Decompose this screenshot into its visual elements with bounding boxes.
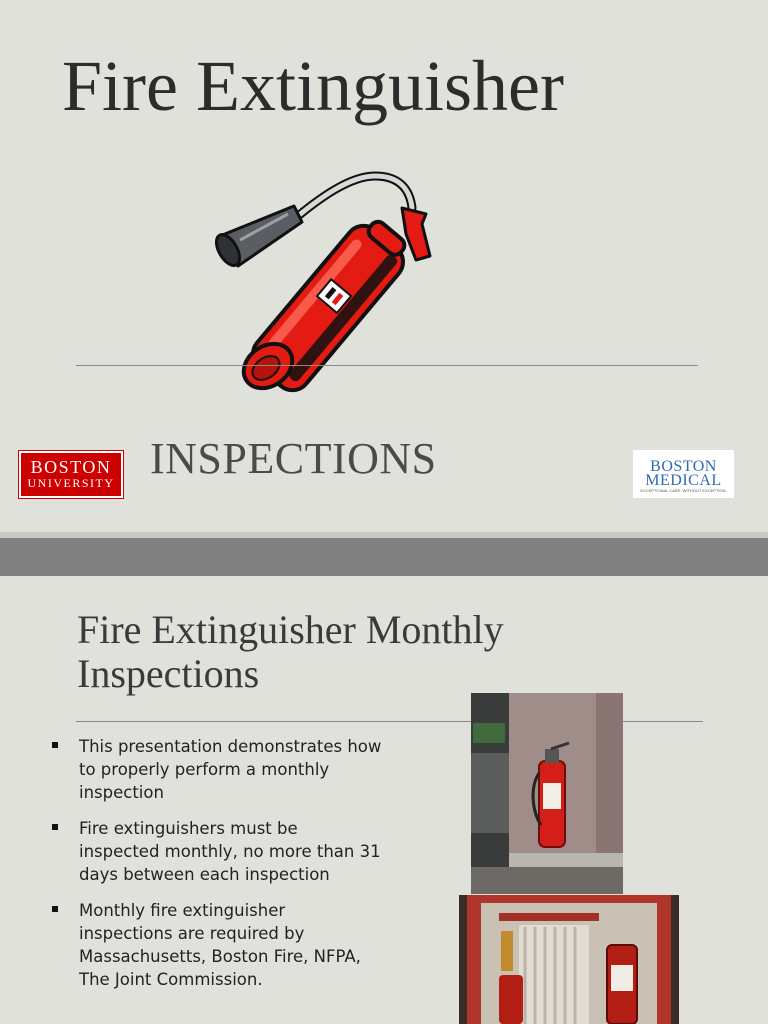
wall-mounted-extinguisher-photo bbox=[471, 693, 623, 894]
list-item: Fire extinguishers must be inspected monthly, no more than 31 days between each inspection bbox=[52, 817, 382, 886]
bullet-icon bbox=[52, 824, 58, 830]
hose-cabinet-extinguisher-photo bbox=[459, 895, 679, 1024]
bullet-list bbox=[52, 735, 382, 1004]
list-item: Monthly fire extinguisher inspections are required by Massachusetts, Boston Fire, NFPA, The Joint Commission. bbox=[52, 899, 382, 991]
bullet-icon bbox=[52, 742, 58, 748]
boston-university-logo: BOSTON UNIVERSITY bbox=[19, 451, 123, 498]
slide-separator bbox=[0, 532, 768, 576]
slide-separator-edge bbox=[0, 532, 768, 538]
fire-extinguisher-clipart bbox=[210, 168, 435, 398]
title-divider bbox=[76, 365, 698, 366]
slide-title: Fire Extinguisher bbox=[62, 46, 564, 126]
slide-subtitle: INSPECTIONS bbox=[150, 434, 437, 483]
boston-medical-logo: BOSTON MEDICAL EXCEPTIONAL CARE. WITHOUT EXCEPTION. bbox=[633, 450, 734, 498]
list-item: This presentation demonstrates how to properly perform a monthly inspection bbox=[52, 735, 382, 804]
bullet-icon bbox=[52, 906, 58, 912]
content-slide-title: Fire Extinguisher Monthly Inspections bbox=[77, 607, 504, 696]
